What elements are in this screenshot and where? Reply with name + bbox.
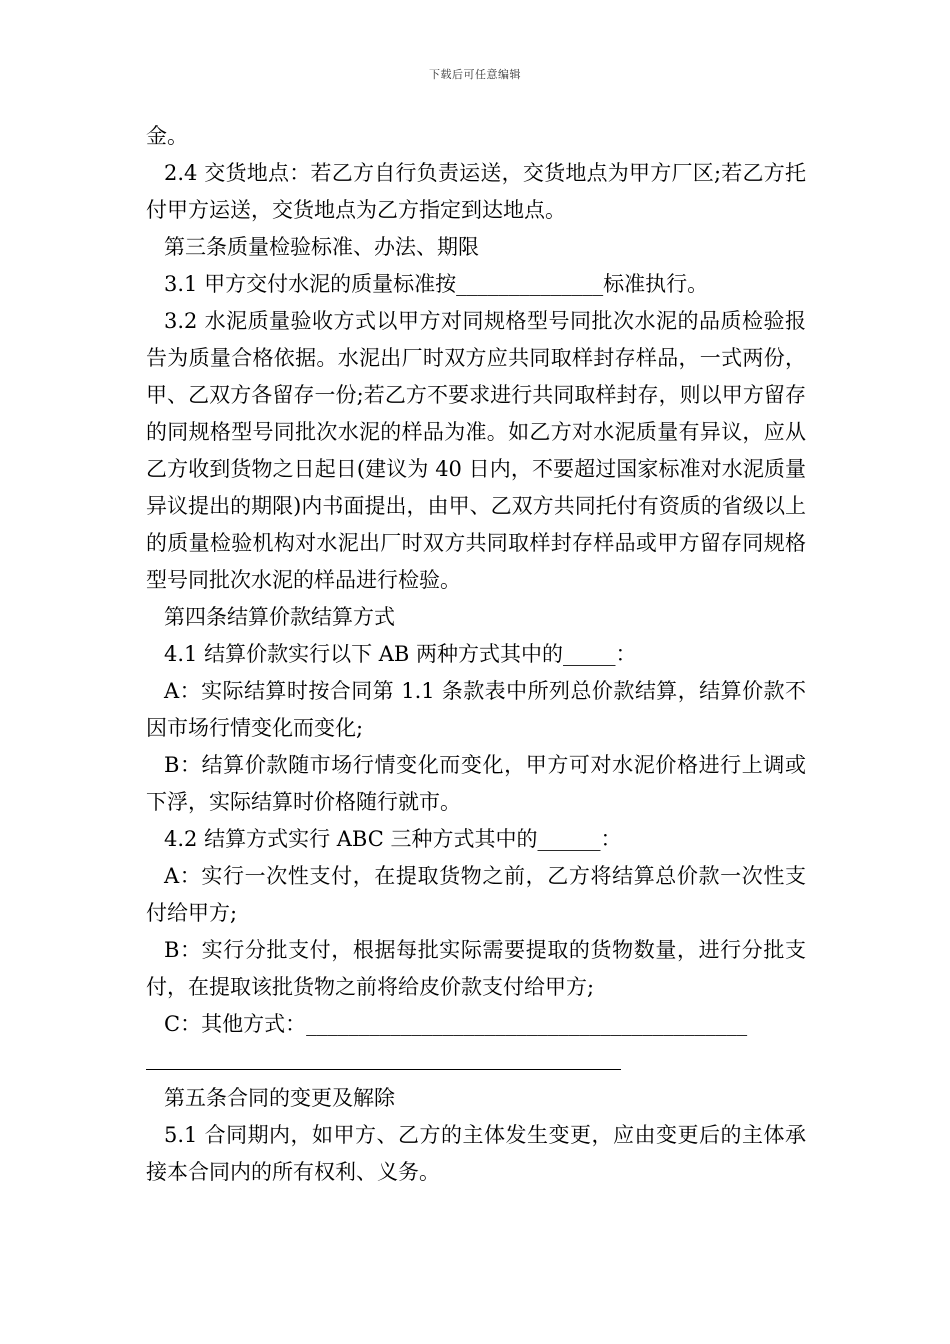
paragraph-contract-change: 5.1 合同期内，如甲方、乙方的主体发生变更，应由变更后的主体承接本合同内的所有权利、义务。 — [146, 1123, 806, 1184]
document-body — [146, 118, 806, 1191]
paragraph-quality-standard: 3.1 甲方交付水泥的质量标准按______________标准执行。 — [164, 272, 709, 296]
paragraph-settlement-method: 4.2 结算方式实行 ABC 三种方式其中的______： — [164, 827, 622, 851]
page-header: 下载后可任意编辑 — [429, 68, 521, 81]
paragraph-option-a-method: A：实行一次性支付，在提取货物之前，乙方将结算总价款一次性支付给甲方; — [146, 864, 806, 925]
paragraph-option-b-method: B：实行分批支付，根据每批实际需要提取的货物数量，进行分批支付，在提取该批货物之前将给皮价款支付给甲方; — [146, 938, 806, 999]
paragraph-option-b-price: B：结算价款随市场行情变化而变化，甲方可对水泥价格进行上调或下浮，实际结算时价格随行就市。 — [146, 753, 806, 814]
section-heading-article-4: 第四条结算价款结算方式 — [164, 605, 395, 629]
paragraph-continuation: 金。 — [146, 124, 188, 148]
section-heading-article-5: 第五条合同的变更及解除 — [164, 1086, 395, 1110]
paragraph-quality-inspection: 3.2 水泥质量验收方式以甲方对同规格型号同批次水泥的品质检验报告为质量合格依据。水泥出厂时双方应共同取样封存样品，一式两份，甲、乙双方各留存一份;若乙方不要求进行共同取样封存，则以甲方留存的同规格型号同批次水泥的样品为准。如乙方对水泥质量有异议，应从乙方收到货物之日起日(建议为 40 日内，不要超过国家标准对水泥质量异议提出的期限)内书面提出，由甲、乙双方共同托付有资质的省级以上的质量检验机构对水泥出厂时双方共同取样封存样品或甲方留存同规格型号同批次水泥的样品进行检验。 — [146, 309, 806, 592]
paragraph-option-c-method: C：其他方式：__________________________________________ — [164, 1012, 748, 1036]
section-heading-article-3: 第三条质量检验标准、办法、期限 — [164, 235, 479, 259]
paragraph-settlement-price: 4.1 结算价款实行以下 AB 两种方式其中的_____： — [164, 642, 637, 666]
paragraph-option-a-price: A：实际结算时按合同第 1.1 条款表中所列总价款结算，结算价款不因市场行情变化而变化; — [146, 679, 806, 740]
paragraph-delivery-location: 2.4 交货地点：若乙方自行负责运送，交货地点为甲方厂区;若乙方托付甲方运送，交货地点为乙方指定到达地点。 — [146, 161, 806, 222]
fill-in-blank-line — [146, 1069, 621, 1070]
